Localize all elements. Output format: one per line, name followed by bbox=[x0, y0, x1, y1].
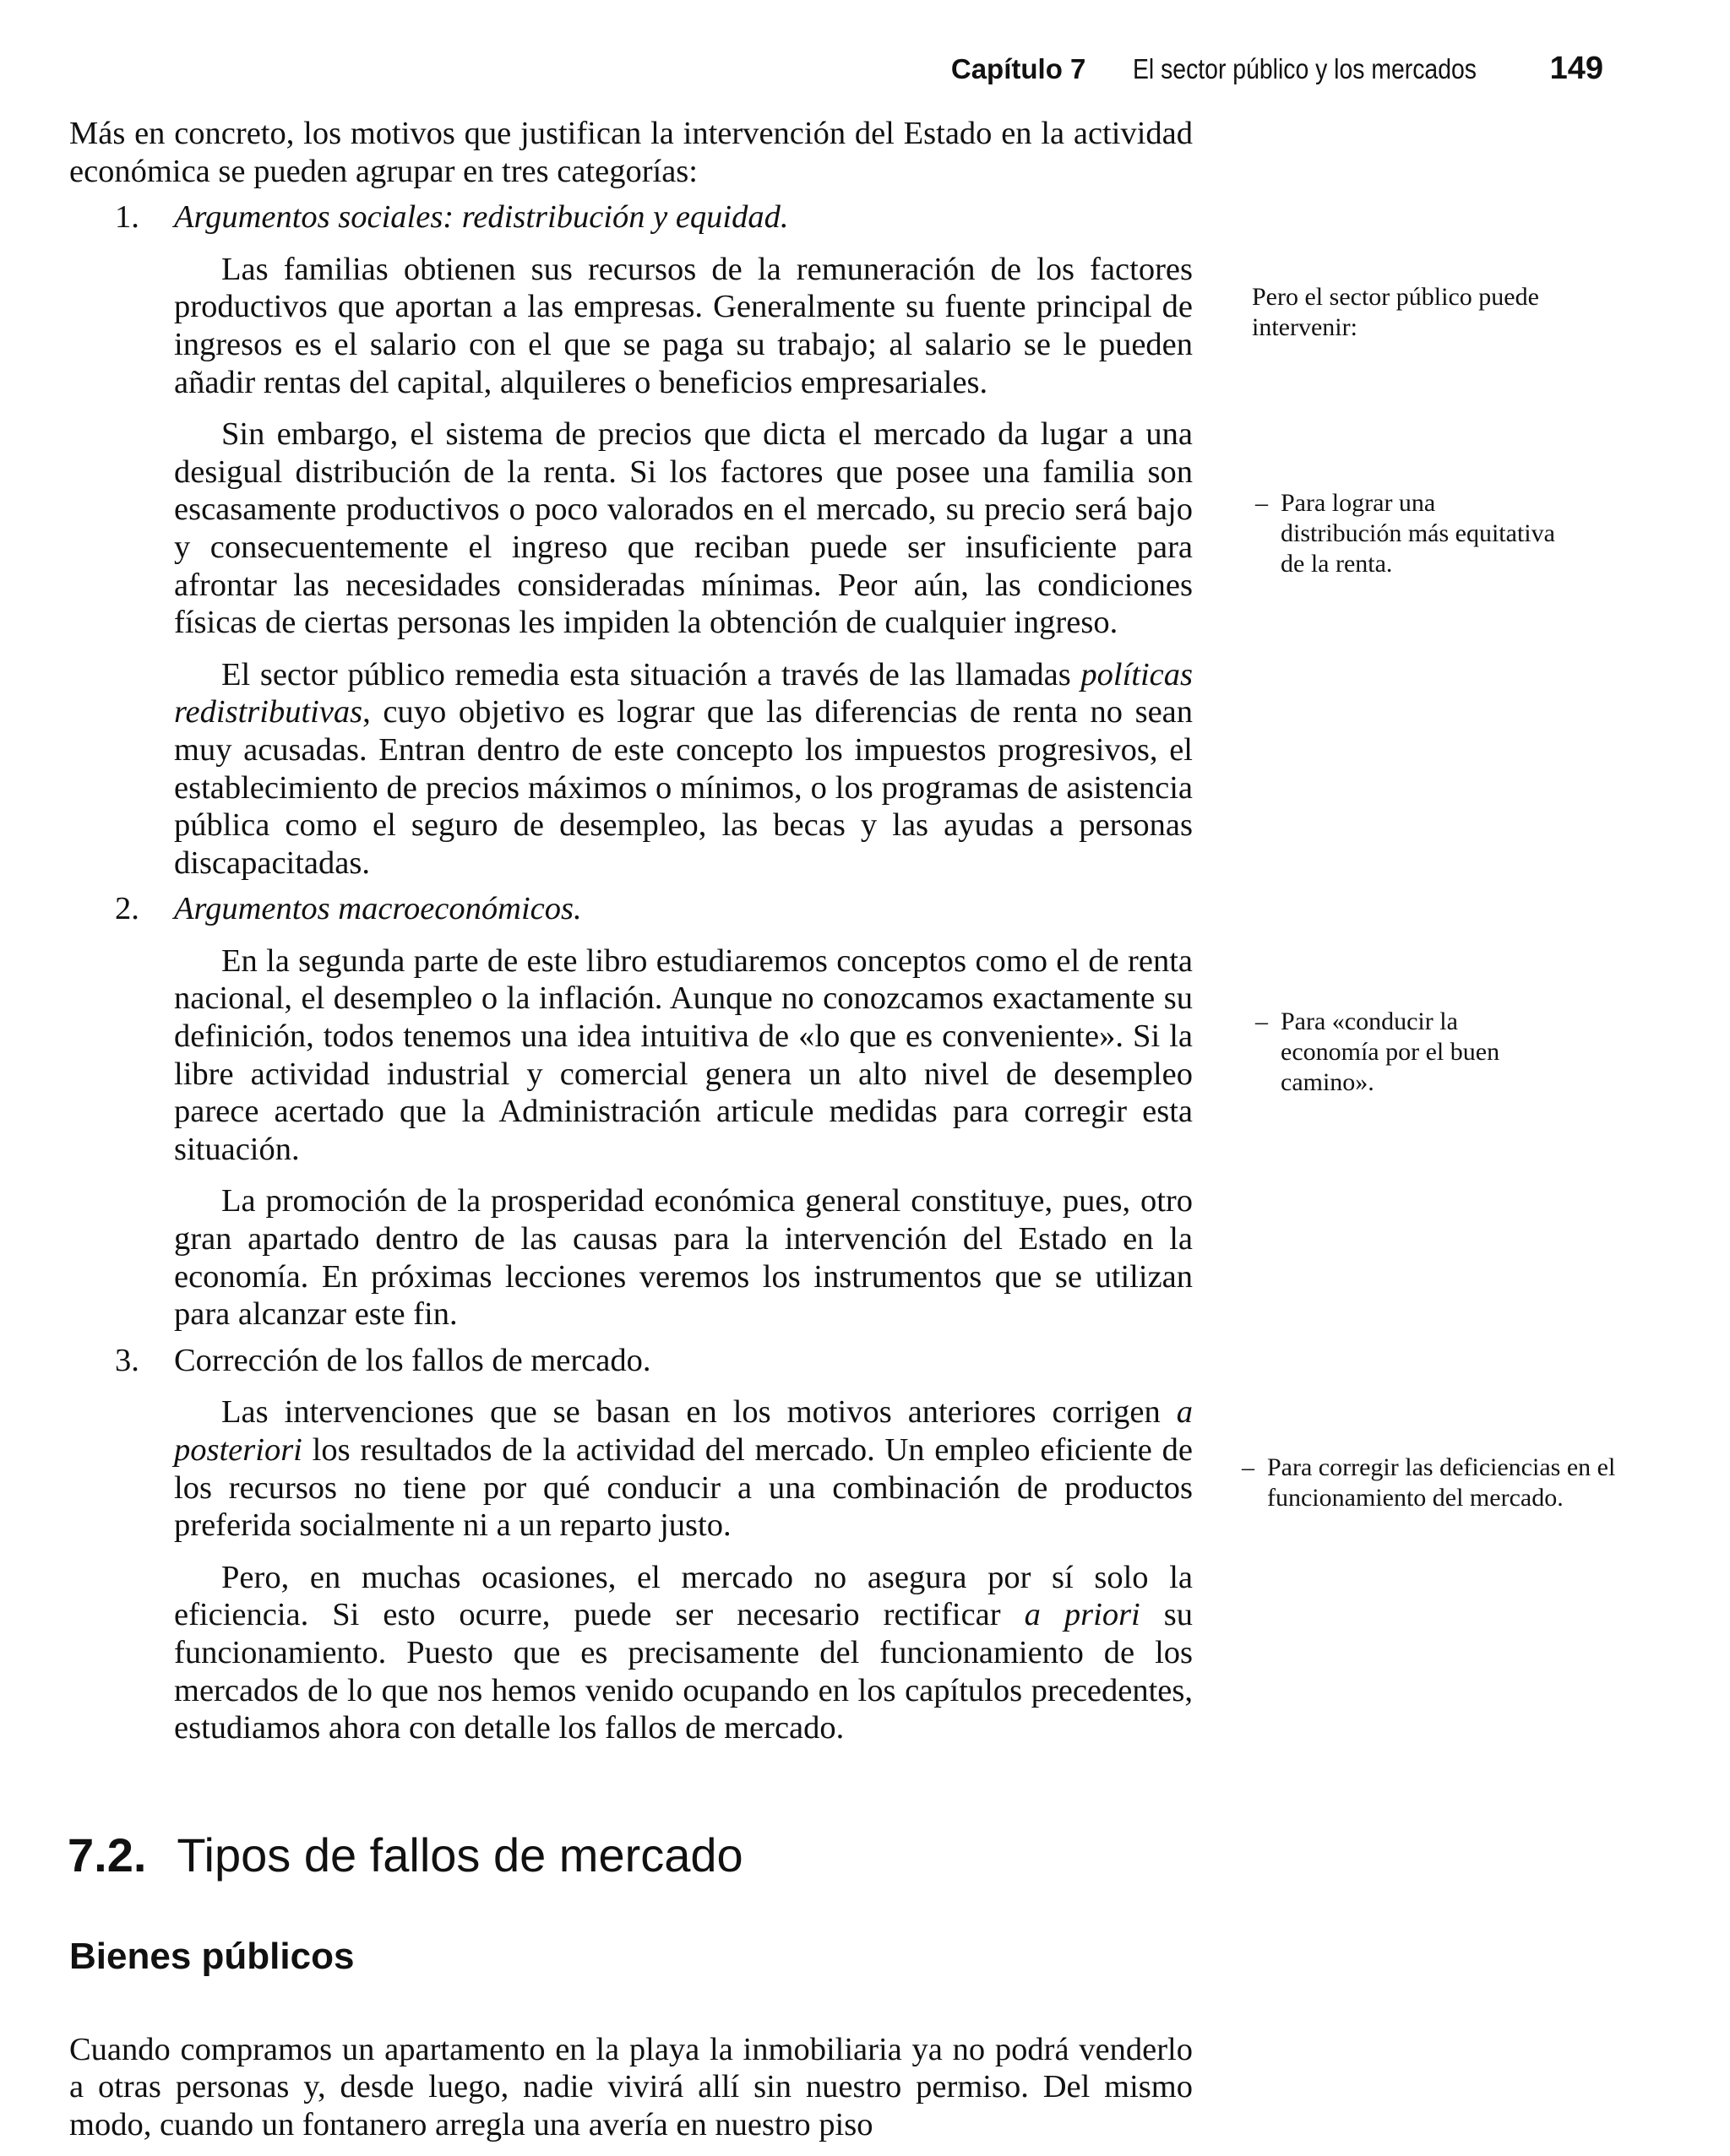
intro-paragraph: Más en concreto, los motivos que justifican la intervención del Estado en la actividad económica se pueden agrupar en tres categorías: bbox=[69, 116, 1193, 189]
final-paragraph: Cuando compramos un apartamento en la playa la inmobiliaria ya no podrá venderlo a otras personas y, desde luego, nadie vivirá allí sin nuestro permiso. Del mismo modo, cuando un fontanero arregla una avería en nuestro piso bbox=[69, 2031, 1193, 2142]
list-item-3 bbox=[115, 1342, 1193, 1380]
paragraph: La promoción de la prosperidad económica general constituye, pues, otro gran apartado dentro de las causas para la intervención del Estado en la economía. En próximas lecciones veremos los instrumentos que se utilizan para alcanzar este fin. bbox=[174, 1183, 1193, 1333]
section-heading bbox=[68, 1827, 743, 1882]
page-number: 149 bbox=[1549, 51, 1603, 86]
section-number: 7.2. bbox=[68, 1828, 147, 1882]
emphasis: a posteriori bbox=[174, 1394, 1193, 1468]
text-run: El sector público remedia esta situación a través de las llamadas bbox=[221, 656, 1081, 692]
emphasis: a priori bbox=[1024, 1597, 1140, 1633]
list-item-2 bbox=[115, 890, 1193, 928]
margin-note-text: Para «conducir la economía por el buen camino». bbox=[1281, 1007, 1500, 1096]
paragraph: Las familias obtienen sus recursos de la remuneración de los factores productivos que aportan a las empresas. Generalmente su fuente principal de ingresos es el salario con el que se paga su trabajo; al salario se le pueden añadir rentas del capital, alquileres o beneficios empresariales. bbox=[174, 251, 1193, 400]
margin-note-text: Para corregir las deficiencias en el funcionamiento del mercado. bbox=[1267, 1453, 1616, 1512]
paragraph bbox=[174, 656, 1193, 882]
list-item-title: Corrección de los fallos de mercado. bbox=[174, 1342, 651, 1378]
text-run: su funcionamiento. Puesto que es precisamente del funcionamiento de los mercados de lo que nos hemos venido ocupando en los capítulos precedentes, estudiamos ahora con detalle los fallos de mercado. bbox=[174, 1597, 1194, 1746]
margin-note-3 bbox=[1255, 1007, 1559, 1098]
list-number: 3. bbox=[115, 1342, 139, 1378]
margin-note-intro: Pero el sector público puede intervenir: bbox=[1252, 283, 1539, 341]
list-number: 2. bbox=[115, 891, 139, 927]
paragraph bbox=[174, 1393, 1193, 1544]
paragraph: En la segunda parte de este libro estudiaremos conceptos como el de renta nacional, el desempleo o la inflación. Aunque no conozcamos exactamente su definición, todos tenemos una idea intuitiva de «lo que es conveniente». Si la libre actividad industrial y comercial genera un alto nivel de desempleo parece acertado que la Administración articule medidas para corregir esta situación. bbox=[174, 942, 1193, 1167]
margin-note-4 bbox=[1242, 1453, 1622, 1513]
subheading: Bienes públicos bbox=[69, 1936, 355, 1977]
emphasis: políticas redistributivas bbox=[174, 656, 1193, 730]
section-heading-title: Tipos de fallos de mercado bbox=[177, 1828, 743, 1882]
text-run: , cuyo objetivo es lograr que las diferencias de renta no sean muy acusadas. Entran dentro de este concepto los impuestos progresivos, el establecimiento de precios máximos o mínimos, o los programas de asistencia pública como el seguro de desempleo, las becas y las ayudas a personas discapacitadas. bbox=[174, 694, 1193, 881]
running-header bbox=[951, 51, 1603, 87]
paragraph: Sin embargo, el sistema de precios que dicta el mercado da lugar a una desigual distribución de la renta. Si los factores que posee una familia son escasamente productivos o poco valorados en el mercado, su precio será bajo y consecuentemente el ingreso que reciban puede ser insuficiente para afrontar las necesidades consideradas mínimas. Peor aún, las condiciones físicas de ciertas personas les impiden la obtención de cualquier ingreso. bbox=[174, 416, 1193, 641]
main-text bbox=[69, 115, 1193, 1747]
margin-note-text: Para lograr una distribución más equitativa de la renta. bbox=[1281, 489, 1555, 578]
dash: – bbox=[1242, 1453, 1254, 1481]
dash: – bbox=[1255, 1007, 1268, 1035]
margin-note-2 bbox=[1255, 488, 1559, 579]
dash: – bbox=[1255, 489, 1268, 517]
text-run: Las intervenciones que se basan en los motivos anteriores corrigen bbox=[221, 1394, 1177, 1431]
list-item-1 bbox=[115, 198, 1193, 236]
list-item-title: Argumentos sociales: redistribución y equidad. bbox=[174, 199, 789, 236]
paragraph bbox=[174, 1559, 1193, 1747]
list-item-title: Argumentos macroeconómicos. bbox=[174, 891, 582, 927]
chapter-label: Capítulo 7 bbox=[950, 53, 1086, 84]
list-number: 1. bbox=[115, 199, 139, 236]
text-run: los resultados de la actividad del mercado. Un empleo eficiente de los recursos no tiene por qué conducir a una combinación de productos preferida socialmente ni a un reparto justo. bbox=[174, 1432, 1193, 1544]
text-run: Pero, en muchas ocasiones, el mercado no asegura por sí solo la eficiencia. Si esto ocurre, puede ser necesario rectificar bbox=[174, 1559, 1193, 1633]
section-title: El sector público y los mercados bbox=[1133, 53, 1477, 84]
